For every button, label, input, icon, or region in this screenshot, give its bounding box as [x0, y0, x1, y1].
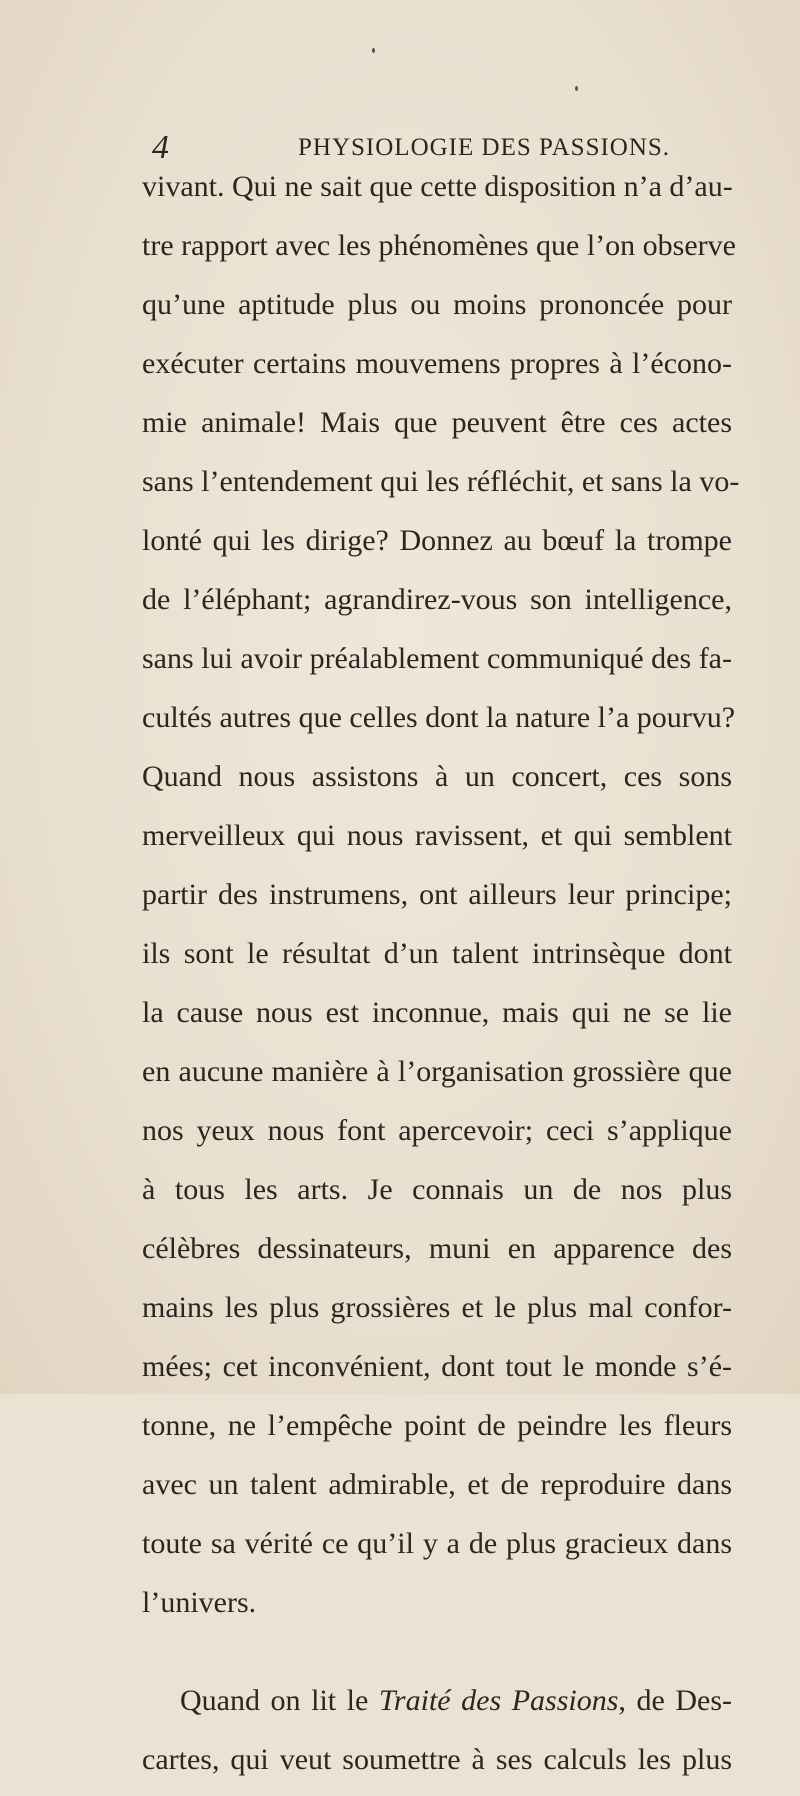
body-text	[142, 164, 740, 1796]
text-line: à tous les arts. Je connais un de nos plus	[142, 1173, 732, 1206]
text-line: célèbres dessinateurs, muni en apparence des	[142, 1232, 732, 1265]
text-line: vivant. Qui ne sait que cette disposition n’a d’au-	[142, 170, 733, 203]
text-line: sans lui avoir préalablement communiqué des fa-	[142, 642, 732, 675]
text-line: cultés autres que celles dont la nature l’a pourvu?	[142, 701, 736, 734]
text-line: cartes, qui veut soumettre à ses calculs les plus	[142, 1743, 732, 1776]
text-line: qu’une aptitude plus ou moins prononcée pour	[142, 288, 732, 321]
text-line: de l’éléphant; agrandirez-vous son intelligence,	[142, 583, 732, 616]
text-line: ils sont le résultat d’un talent intrinsèque dont	[142, 937, 732, 970]
print-speck	[575, 86, 578, 91]
running-head: PHYSIOLOGIE DES PASSIONS.	[298, 134, 671, 161]
text-line: la cause nous est inconnue, mais qui ne se lie	[142, 996, 732, 1029]
text-line: mie animale! Mais que peuvent être ces actes	[142, 406, 732, 439]
text-line: avec un talent admirable, et de reproduire dans	[142, 1468, 732, 1501]
text-line: Quand on lit le Traité des Passions, de Des-	[180, 1684, 732, 1717]
text-line: tonne, ne l’empêche point de peindre les fleurs	[142, 1409, 732, 1442]
paragraph-1	[142, 164, 740, 1639]
print-speck	[372, 48, 375, 53]
text-line: merveilleux qui nous ravissent, et qui semblent	[142, 819, 732, 852]
text-line: Quand nous assistons à un concert, ces sons	[142, 760, 732, 793]
text-line: lonté qui les dirige? Donnez au bœuf la trompe	[142, 524, 732, 557]
text-line: tre rapport avec les phénomènes que l’on observe	[142, 229, 736, 262]
text-line: exécuter certains mouvemens propres à l’écono-	[142, 347, 732, 380]
paragraph-gap	[142, 1639, 732, 1678]
page-number: 4	[152, 129, 169, 166]
text-line: toute sa vérité ce qu’il y a de plus gracieux dans	[142, 1527, 732, 1560]
text-line: mains les plus grossières et le plus mal confor-	[142, 1291, 732, 1324]
text-line: l’univers.	[142, 1586, 257, 1619]
text-line: sans l’entendement qui les réfléchit, et sans la vo-	[142, 465, 740, 498]
text-line: nos yeux nous font apercevoir; ceci s’applique	[142, 1114, 732, 1147]
page-header	[138, 128, 698, 168]
text-line: mées; cet inconvénient, dont tout le monde s’é-	[142, 1350, 732, 1383]
paragraph-2	[142, 1678, 732, 1796]
text-line: en aucune manière à l’organisation grossière que	[142, 1055, 732, 1088]
text-line: partir des instrumens, ont ailleurs leur principe;	[142, 878, 732, 911]
